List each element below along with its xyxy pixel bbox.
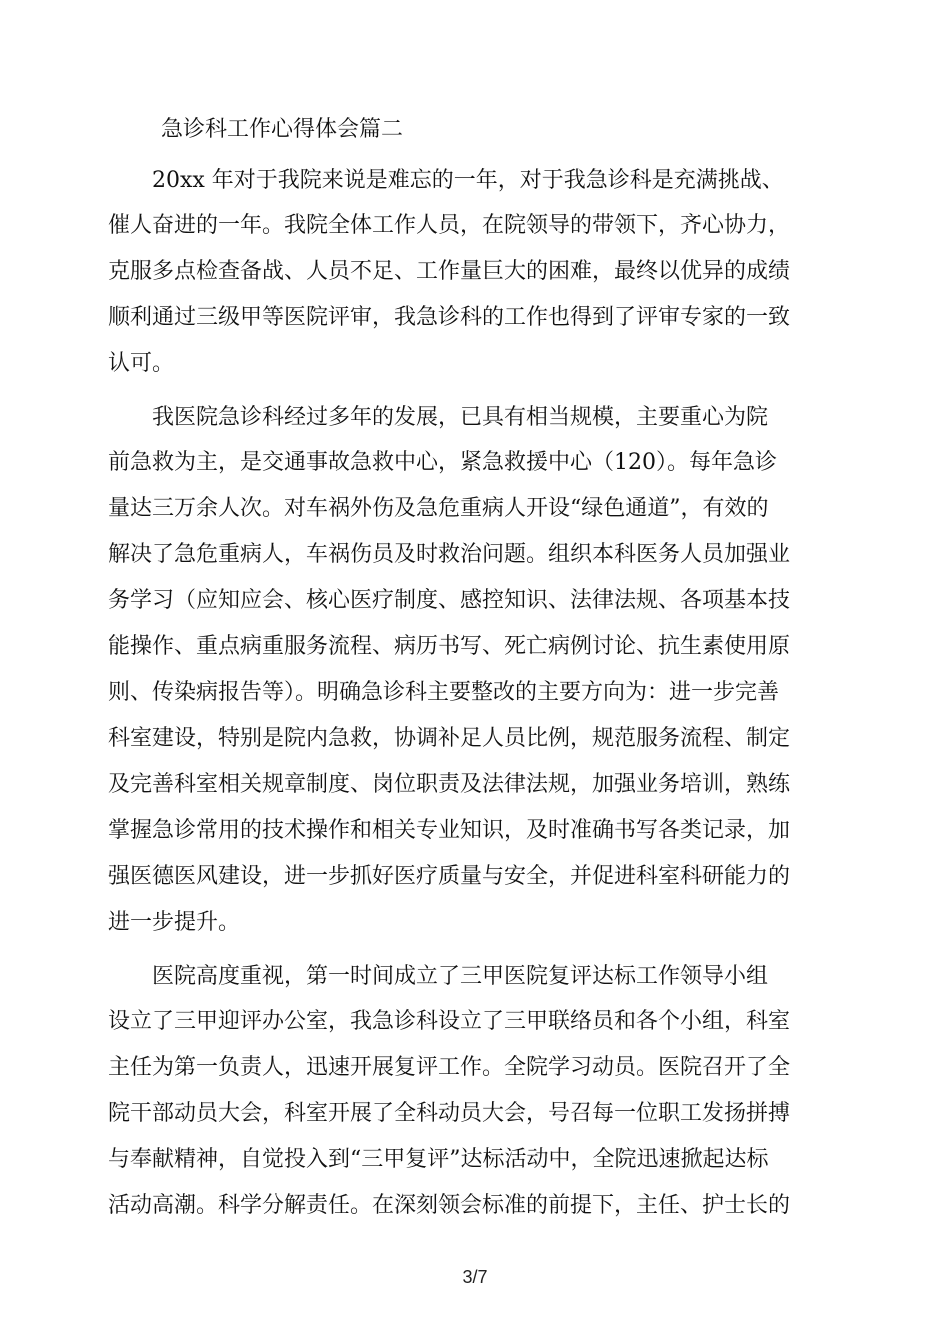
paragraph-2-line-3: 量达三万余人次。对车祸外伤及急危重病人开设“绿色通道”，有效的	[108, 496, 769, 521]
paragraph-3-line-1: 医院高度重视，第一时间成立了三甲医院复评达标工作领导小组	[108, 964, 769, 989]
paragraph-1-line-5: 认可。	[108, 351, 175, 376]
paragraph-1-line-3: 克服多点检查备战、人员不足、工作量巨大的困难，最终以优异的成绩	[108, 259, 791, 284]
paragraph-3-line-4: 院干部动员大会，科室开展了全科动员大会，号召每一位职工发扬拼搏	[108, 1101, 791, 1126]
paragraph-3-line-2: 设立了三甲迎评办公室，我急诊科设立了三甲联络员和各个小组，科室	[108, 1009, 791, 1034]
paragraph-2-line-7: 则、传染病报告等）。明确急诊科主要整改的主要方向为：进一步完善	[108, 680, 780, 705]
paragraph-2-line-10: 掌握急诊常用的技术操作和相关专业知识，及时准确书写各类记录，加	[108, 818, 791, 843]
paragraph-3-line-6: 活动高潮。科学分解责任。在深刻领会标准的前提下，主任、护士长的	[108, 1193, 791, 1218]
paragraph-2-line-11: 强医德医风建设，进一步抓好医疗质量与安全，并促进科室科研能力的	[108, 864, 791, 889]
paragraph-3-line-3: 主任为第一负责人，迅速开展复评工作。全院学习动员。医院召开了全	[108, 1055, 791, 1080]
paragraph-3-line-5: 与奉献精神，自觉投入到“三甲复评”达标活动中，全院迅速掀起达标	[108, 1147, 769, 1172]
paragraph-2-line-9: 及完善科室相关规章制度、岗位职责及法律法规，加强业务培训，熟练	[108, 772, 791, 797]
paragraph-1-line-1: 20xx 年对于我院来说是难忘的一年，对于我急诊科是充满挑战、	[108, 168, 784, 193]
paragraph-2-line-8: 科室建设，特别是院内急救，协调补足人员比例，规范服务流程、制定	[108, 726, 791, 751]
paragraph-2-line-6: 能操作、重点病重服务流程、病历书写、死亡病例讨论、抗生素使用原	[108, 634, 791, 659]
paragraph-2-line-5: 务学习（应知应会、核心医疗制度、感控知识、法律法规、各项基本技	[108, 588, 791, 613]
page-number: 3/7	[462, 1267, 488, 1287]
paragraph-2-line-2: 前急救为主，是交通事故急救中心，紧急救援中心（120）。每年急诊	[108, 450, 777, 475]
document-heading: 急诊科工作心得体会篇二	[161, 117, 404, 142]
paragraph-2-line-1: 我医院急诊科经过多年的发展，已具有相当规模，主要重心为院	[108, 405, 769, 430]
paragraph-1-line-2: 催人奋进的一年。我院全体工作人员，在院领导的带领下，齐心协力，	[108, 213, 791, 238]
paragraph-1-line-4: 顺利通过三级甲等医院评审，我急诊科的工作也得到了评审专家的一致	[108, 305, 791, 330]
paragraph-2-line-12: 进一步提升。	[108, 910, 241, 935]
paragraph-2-line-4: 解决了急危重病人，车祸伤员及时救治问题。组织本科医务人员加强业	[108, 542, 791, 567]
